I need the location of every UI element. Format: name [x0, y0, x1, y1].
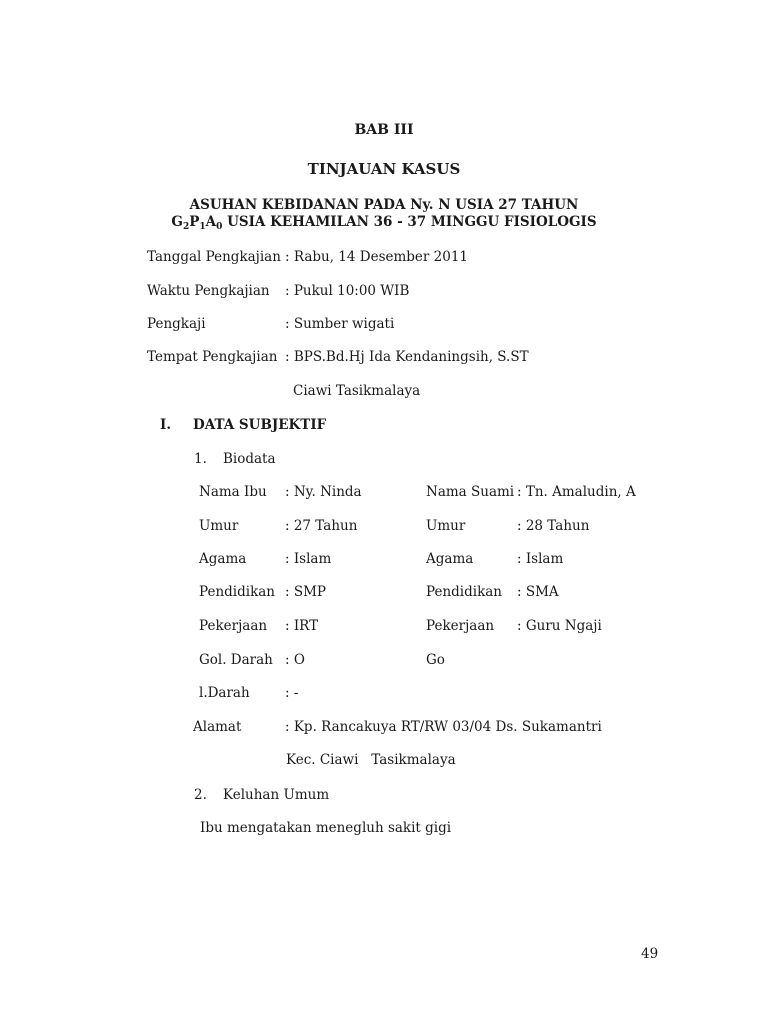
info-value: : BPS.Bd.Hj Ida Kendaningsih, S.ST — [285, 349, 529, 365]
biodata-left-value: : O — [285, 652, 305, 668]
biodata-right-label: Pendidikan — [426, 584, 503, 600]
section-title: DATA SUBJEKTIF — [193, 417, 327, 433]
alamat-continuation: Kec. Ciawi Tasikmalaya — [286, 752, 456, 768]
subtitle-rest: USIA KEHAMILAN 36 - 37 MINGGU FISIOLOGIS — [222, 214, 597, 230]
biodata-right-value: : 28 Tahun — [517, 518, 590, 534]
biodata-label: Biodata — [223, 451, 276, 467]
biodata-left-value: : - — [285, 685, 299, 701]
biodata-right-label: Agama — [426, 551, 474, 567]
biodata-left-label: Nama Ibu — [199, 484, 267, 500]
biodata-right-label: Pekerjaan — [426, 618, 495, 634]
document-title: TINJAUAN KASUS — [307, 160, 461, 178]
subtitle-g-sub: 2 — [182, 222, 190, 232]
subtitle-line-2 — [0, 214, 768, 232]
biodata-left-label: Gol. Darah — [199, 652, 273, 668]
biodata-left-label: Umur — [199, 518, 239, 534]
keluhan-text: Ibu mengatakan menegluh sakit gigi — [200, 820, 452, 836]
biodata-right-value: : SMA — [517, 584, 559, 600]
biodata-right-label: Go — [426, 652, 445, 668]
info-value: : Pukul 10:00 WIB — [285, 283, 410, 299]
info-label: Waktu Pengkajian — [147, 283, 270, 299]
subtitle-a-sub: 0 — [216, 222, 223, 232]
biodata-right-label: Nama Suami — [426, 484, 515, 500]
keluhan-number: 2. — [194, 787, 207, 803]
info-value: : Rabu, 14 Desember 2011 — [285, 249, 469, 265]
biodata-number: 1. — [194, 451, 207, 467]
biodata-right-value: : Islam — [517, 551, 564, 567]
keluhan-label: Keluhan Umum — [223, 787, 330, 803]
alamat-label: Alamat — [193, 719, 242, 735]
biodata-left-label: Agama — [199, 551, 247, 567]
info-label: Tanggal Pengkajian — [147, 249, 281, 265]
biodata-left-value: : SMP — [285, 584, 326, 600]
info-continuation: Ciawi Tasikmalaya — [293, 383, 421, 399]
biodata-left-value: : 27 Tahun — [285, 518, 358, 534]
info-label: Tempat Pengkajian — [147, 349, 278, 365]
info-label: Pengkaji — [147, 316, 206, 332]
page-number: 49 — [641, 946, 659, 962]
biodata-left-label: l.Darah — [199, 685, 250, 701]
subtitle-a: A — [205, 214, 217, 230]
subtitle-p-sub: 1 — [199, 222, 206, 232]
section-number: I. — [160, 417, 172, 433]
biodata-right-label: Umur — [426, 518, 466, 534]
info-value: : Sumber wigati — [285, 316, 395, 332]
biodata-right-value: : Tn. Amaludin, A — [517, 484, 636, 500]
biodata-left-value: : IRT — [285, 618, 319, 634]
biodata-right-value: : Guru Ngaji — [517, 618, 602, 634]
biodata-left-value: : Islam — [285, 551, 332, 567]
subtitle-line-1: ASUHAN KEBIDANAN PADA Ny. N USIA 27 TAHUN — [189, 197, 579, 213]
subtitle-g: G — [171, 214, 183, 230]
chapter-heading: BAB III — [354, 122, 414, 138]
alamat-value: : Kp. Rancakuya RT/RW 03/04 Ds. Sukamantri — [285, 719, 602, 735]
biodata-left-label: Pekerjaan — [199, 618, 268, 634]
biodata-left-value: : Ny. Ninda — [285, 484, 362, 500]
subtitle-p: P — [189, 214, 200, 230]
biodata-left-label: Pendidikan — [199, 584, 276, 600]
